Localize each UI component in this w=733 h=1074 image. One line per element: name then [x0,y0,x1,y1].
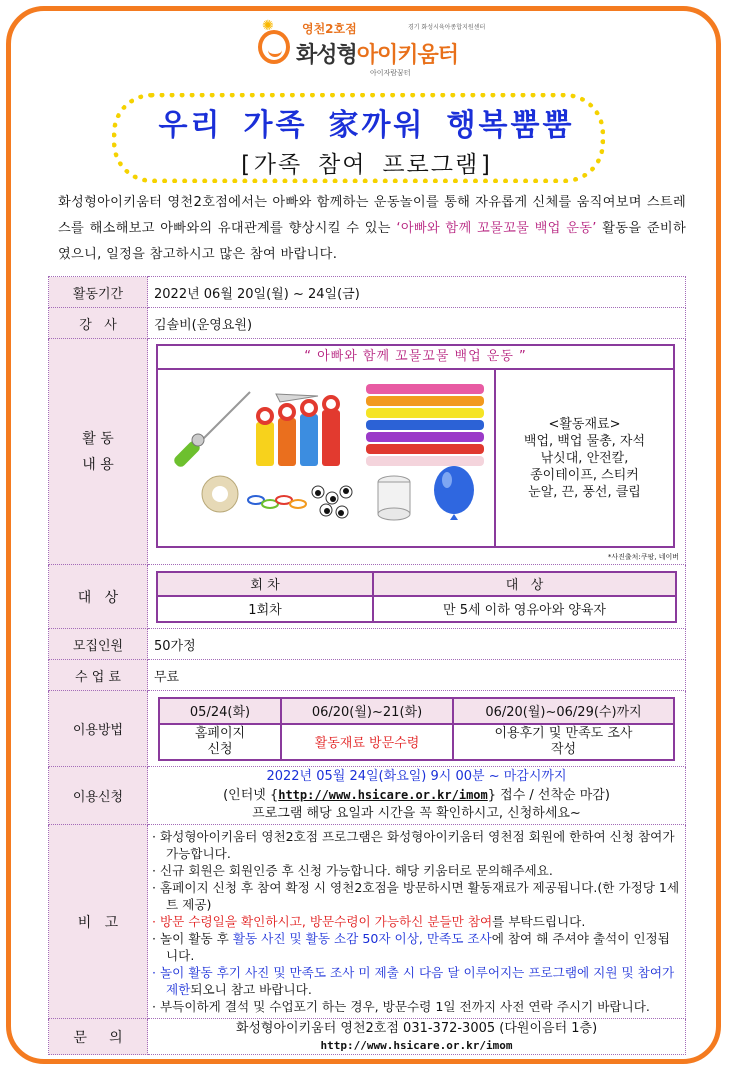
label-target: 대 상 [49,565,148,629]
apply-period: 2022년 05월 24일(화요일) 9시 00분 ~ 마감시까지 [266,769,567,784]
label-contact: 문 의 [49,1019,148,1055]
balloon-icon [434,466,474,520]
usage-header-3: 06/20(월)~06/29(수)까지 [453,698,674,724]
note-blue: · 놀이 활동 후기 사진 및 만족도 조사 미 제출 시 다음 달 이루어지는 프로그램에 지원 및 참여가 제한 [152,965,675,997]
materials-title: <활동재료> [548,417,621,432]
smile-icon [258,30,290,64]
target-table [156,571,677,623]
note-b: 에 참여 해 주셔야 출석이 인정됩니다. [166,931,670,963]
usage-step-2: 활동재료 방문수령 [281,724,453,760]
label-notes: 비 고 [49,825,148,1019]
material-line: 눈알, 끈, 풍선, 클립 [528,485,641,500]
apply-method [148,786,685,805]
intro-before: 화성형아이키움터 영천2호점에서는 아빠와 함께하는 운동놀이를 통해 자유롭게 신체를 움직여보며 스트레스를 해소해보고 아빠와의 유대관계를 향상시킬 수 있는 [58,195,686,236]
note-a: · 놀이 활동 후 [152,931,233,946]
label-apply: 이용신청 [49,767,148,825]
row-content [49,339,686,565]
usage-header-1: 05/24(화) [159,698,281,724]
label-content: 활 동 내 용 [49,339,148,565]
clip-icon [248,496,306,508]
row-usage [49,691,686,767]
usage-step-1: 홈페이지 신청 [159,724,281,760]
label-usage: 이용방법 [49,691,148,767]
materials-photo [158,370,496,546]
contact-link[interactable]: http://www.hsicare.or.kr/imom [320,1038,513,1052]
apply-method-a: (인터넷 { [223,788,279,803]
target-round: 1회차 [157,596,373,622]
materials-list [496,370,673,546]
note-item [152,913,681,930]
usage-header-2: 06/20(월)~21(화) [281,698,453,724]
fishing-rod-icon [172,392,250,469]
row-capacity [49,629,686,660]
googly-eyes-icon [312,486,352,518]
activity-title: “ 아빠와 함께 꼬물꼬물 백업 운동 ” [158,346,673,370]
apply-cell [148,767,686,825]
logo-center: 경기 화성시육아종합지원센터 [408,24,486,31]
photo-credit: *사진출처:쿠팡, 네이버 [607,553,679,561]
value-period: 2022년 06월 20일(월) ~ 24일(금) [148,277,686,308]
water-gun-icon [256,397,340,466]
note-rest: 를 부탁드립니다. [492,914,586,929]
string-roll-icon [378,476,410,520]
material-line: 종이테이프, 스티커 [530,468,639,483]
foam-noodle-icon [366,384,484,466]
logo-branch: 영천2호점 [302,22,357,36]
value-fee: 무료 [148,660,686,691]
activity-box [156,344,675,548]
materials-illustration [158,370,494,546]
target-header-round: 회 차 [157,572,373,596]
value-teacher: 김솔비(운영요원) [148,308,686,339]
row-fee [49,660,686,691]
info-table [48,276,686,1055]
row-contact [49,1019,686,1055]
note-item [152,964,681,998]
apply-note: 프로그램 해당 요일과 시간을 꼭 확인하시고, 신청하세요~ [252,806,581,821]
material-line: 낚싯대, 안전칼, [540,451,629,466]
note-blue: 활동 사진 및 활동 소감 50자 이상, 만족도 조사 [232,931,492,946]
material-line: 백업, 백업 물총, 자석 [523,434,646,449]
apply-link[interactable]: http://www.hsicare.or.kr/imom [278,788,488,802]
logo [258,18,498,78]
contact-cell [148,1019,686,1055]
note-item [152,930,681,964]
logo-name-b: 아이키움터 [356,43,459,68]
page-title: 우리 가족 家까워 행복뿜뿜 [158,108,575,143]
target-who: 만 5세 이하 영유아와 양육자 [373,596,676,622]
intro-text [58,190,686,268]
intro-highlight: ‘아빠와 함께 꼬물꼬물 백업 운동’ [396,221,597,236]
usage-cell [148,691,686,767]
label-period: 활동기간 [49,277,148,308]
row-teacher [49,308,686,339]
row-period [49,277,686,308]
notes-cell [148,825,686,1019]
usage-table [158,697,675,761]
note-red: · 방문 수령일을 확인하시고, 방문수령이 가능하신 분들만 참여 [152,914,493,929]
intro-after: 활동을 준비하였으니, 일정을 참고하시고 많은 참여 바랍니다. [58,221,686,262]
label-fee: 수 업 료 [49,660,148,691]
label-capacity: 모집인원 [49,629,148,660]
value-capacity: 50가정 [148,629,686,660]
apply-method-b: } 접수 / 선착순 마감) [487,788,610,803]
note-item: · 신규 회원은 회원인증 후 신청 가능합니다. 해당 키움터로 문의해주세요. [152,863,553,878]
row-target [49,565,686,629]
note-item: · 화성형아이키움터 영천2호점 프로그램은 화성형아이키움터 영천점 회원에 한하여 신청 참여가 가능합니다. [152,829,675,861]
tape-icon [202,476,238,512]
target-cell [148,565,686,629]
note-item: · 홈페이지 신청 후 참여 확정 시 영천2호점을 방문하시면 활동재료가 제공됩니다.(한 가정당 1세트 제공) [152,880,680,912]
label-teacher: 강 사 [49,308,148,339]
usage-step-3: 이용후기 및 만족도 조사 작성 [453,724,674,760]
sun-icon: ✺ [262,18,274,34]
logo-tagline: 아이자람꿈터 [370,69,411,77]
logo-name [296,38,458,69]
content-cell [148,339,686,565]
row-notes [49,825,686,1019]
row-apply [49,767,686,825]
note-rest: 되오니 참고 바랍니다. [190,982,312,997]
page-subtitle: [가족 참여 프로그램] [237,152,496,178]
contact-info: 화성형아이키움터 영천2호점 031-372-3005 (다원이음터 1층) [235,1020,598,1036]
logo-name-a: 화성형 [296,43,357,68]
note-item: · 부득이하게 결석 및 수업포기 하는 경우, 방문수령 1일 전까지 사전 연락 주시기 바랍니다. [152,999,650,1014]
target-header-who: 대 상 [373,572,676,596]
